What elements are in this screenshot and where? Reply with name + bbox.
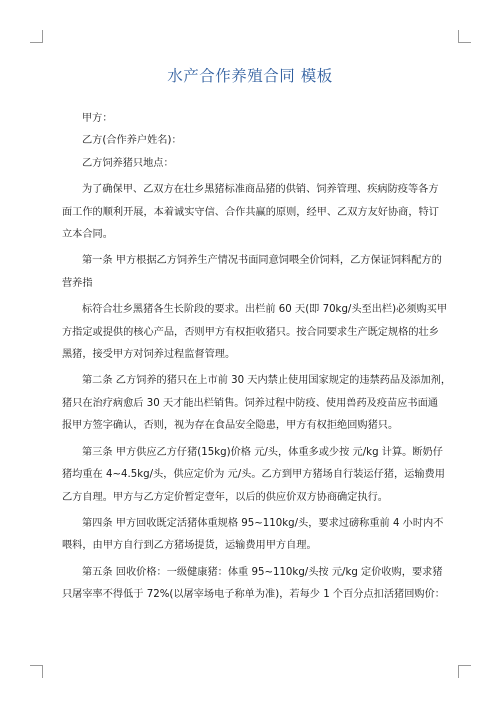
document-line: 第五条 回收价格：一级健康猪：体重 95~110kg/头按 元/kg 定价收购，要求猪: [82, 566, 443, 578]
document-line: 甲方：: [82, 113, 113, 124]
document-line: 标符合壮乡黑猪各生长阶段的要求。出栏前 60 天(即 70kg/头至出栏)必须购买甲: [82, 304, 448, 316]
document-line: 方指定或提供的核心产品，否则甲方有权拒收猪只。按合同要求生产既定规格的壮乡: [62, 326, 439, 338]
crop-mark-top-right: [458, 30, 471, 43]
document-line: 只屠宰率不得低于 72%(以屠宰场电子称单为准)，若每少 1 个百分点扣活猪回购价：: [62, 589, 445, 601]
crop-mark-bottom-right: [458, 665, 471, 678]
document-line: 乙方自理。甲方与乙方定价暂定壹年，以后的供应价双方协商确定执行。: [62, 491, 388, 503]
document-line: 营养指: [62, 277, 93, 289]
document-line: 喂料，由甲方自行到乙方猪场提货，运输费用甲方自理。: [62, 540, 317, 552]
document-body: [62, 108, 452, 607]
crop-mark-bottom-left: [30, 665, 43, 678]
document-line: 第三条 甲方供应乙方仔猪(15kg)价格 元/头，体重多或少按 元/kg 计算。断奶仔: [82, 446, 443, 458]
document-line: 第四条 甲方回收既定活猪体重规格 95~110kg/头，要求过磅称重前 4 小时内不: [82, 517, 444, 529]
document-line: 面工作的顺利开展，本着诚实守信、合作共赢的原则，经甲、乙双方友好协商，特订: [62, 206, 439, 218]
document-line: 猪只在治疗病愈后 30 天才能出栏销售。饲养过程中防疫、使用兽药及疫苗应书面通: [62, 397, 438, 409]
document-line: 乙方饲养猪只地点：: [82, 157, 174, 169]
crop-mark-top-left: [30, 30, 43, 43]
document-line: 为了确保甲、乙双方在壮乡黑猪标准商品猪的供销、饲养管理、疾病防疫等各方: [82, 184, 439, 196]
document-line: 猪均重在 4~4.5kg/头，供应定价为 元/头。乙方到甲方猪场自行装运仔猪，运输费用: [62, 469, 445, 481]
document-line: 黑猪，接受甲方对饲养过程监督管理。: [62, 349, 236, 361]
document-line: 第一条 甲方根据乙方饲养生产情况书面同意饲喂全价饲料，乙方保证饲料配方的: [82, 255, 442, 267]
document-line: 立本合同。: [62, 229, 113, 241]
document-title: 水产合作养殖合同 模板: [167, 67, 333, 85]
document-line: 乙方(合作养户姓名)：: [82, 135, 182, 147]
document-line: 报甲方签字确认，否则，视为存在食品安全隐患，甲方有权拒绝回购猪只。: [62, 420, 399, 432]
document-line: 第二条 乙方饲养的猪只在上市前 30 天内禁止使用国家规定的违禁药品及添加剂，: [82, 375, 452, 387]
